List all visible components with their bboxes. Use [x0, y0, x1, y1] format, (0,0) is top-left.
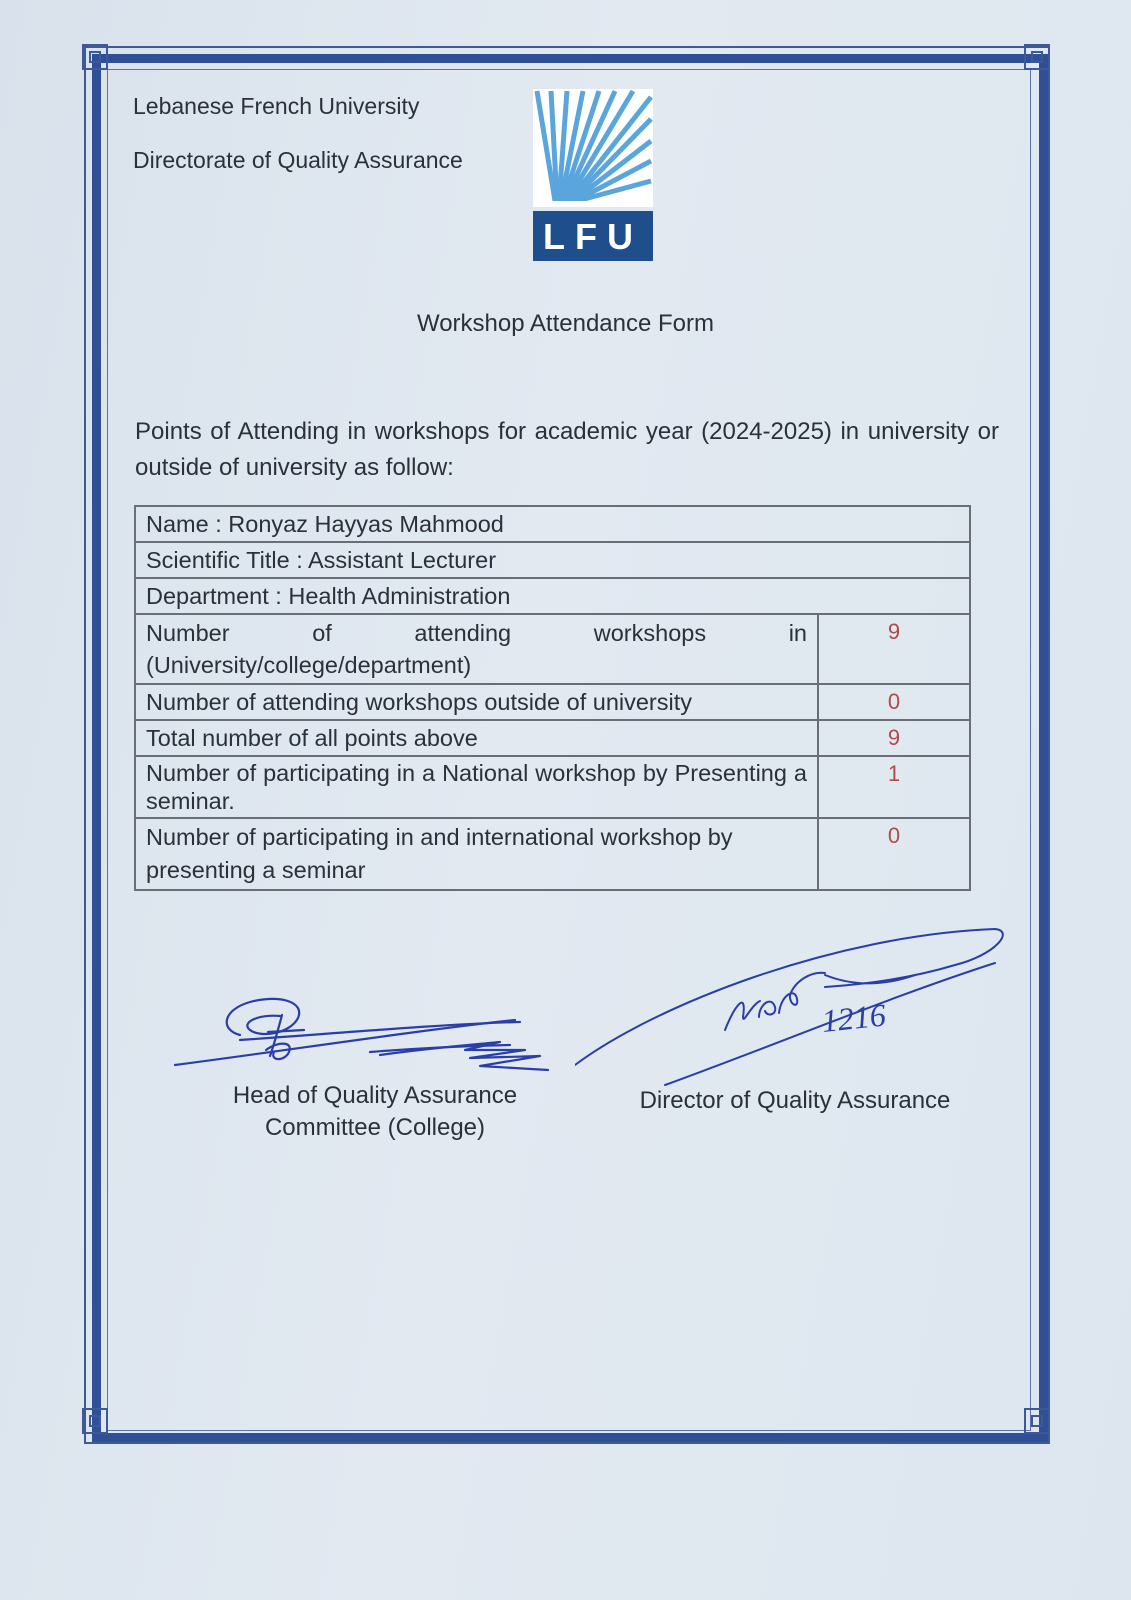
row-label: Number of attending workshops outside of university — [135, 684, 818, 720]
row-value: 0 — [818, 684, 970, 720]
university-name: Lebanese French University — [133, 93, 420, 119]
department-cell: Department : Health Administration — [135, 578, 970, 614]
attendance-table — [134, 505, 971, 891]
table-row — [135, 818, 970, 890]
name-cell: Name : Ronyaz Hayyas Mahmood — [135, 506, 970, 542]
border-corner-ornament — [82, 1408, 108, 1434]
director-qa-signature — [575, 925, 1015, 1100]
table-row — [135, 542, 970, 578]
head-qa-label-line1: Head of Quality Assurance — [232, 1082, 518, 1109]
row-label: Number of participating in and international workshop by presenting a seminar — [135, 818, 818, 890]
border-corner-ornament — [1024, 44, 1050, 70]
table-row — [135, 756, 970, 818]
row-value: 1 — [818, 756, 970, 818]
row-label: Number of participating in a National workshop by Presenting a seminar. — [135, 756, 818, 818]
scientific-title-cell: Scientific Title : Assistant Lecturer — [135, 542, 970, 578]
table-row — [135, 614, 970, 684]
head-qa-label-line2: Committee (College) — [264, 1114, 486, 1141]
border-corner-ornament — [82, 44, 108, 70]
table-row — [135, 506, 970, 542]
lfu-logo — [533, 89, 653, 265]
directorate-name: Directorate of Quality Assurance — [133, 147, 463, 173]
director-handwritten-number: 1216 — [819, 996, 888, 1039]
row-label: Total number of all points above — [135, 720, 818, 756]
head-qa-label — [190, 1080, 560, 1144]
table-row — [135, 720, 970, 756]
table-row — [135, 684, 970, 720]
logo-text: LFU — [543, 216, 643, 257]
border-corner-ornament — [1024, 1408, 1050, 1434]
intro-paragraph: Points of Attending in workshops for academic year (2024-2025) in university or outside of university as follow: — [135, 418, 999, 481]
form-title: Workshop Attendance Form — [416, 310, 715, 337]
row-value: 9 — [818, 614, 970, 684]
director-qa-label: Director of Quality Assurance — [639, 1087, 951, 1114]
row-label: Number of attending workshops in (University/college/department) — [135, 614, 818, 684]
row-value: 0 — [818, 818, 970, 890]
table-row — [135, 578, 970, 614]
row-value: 9 — [818, 720, 970, 756]
